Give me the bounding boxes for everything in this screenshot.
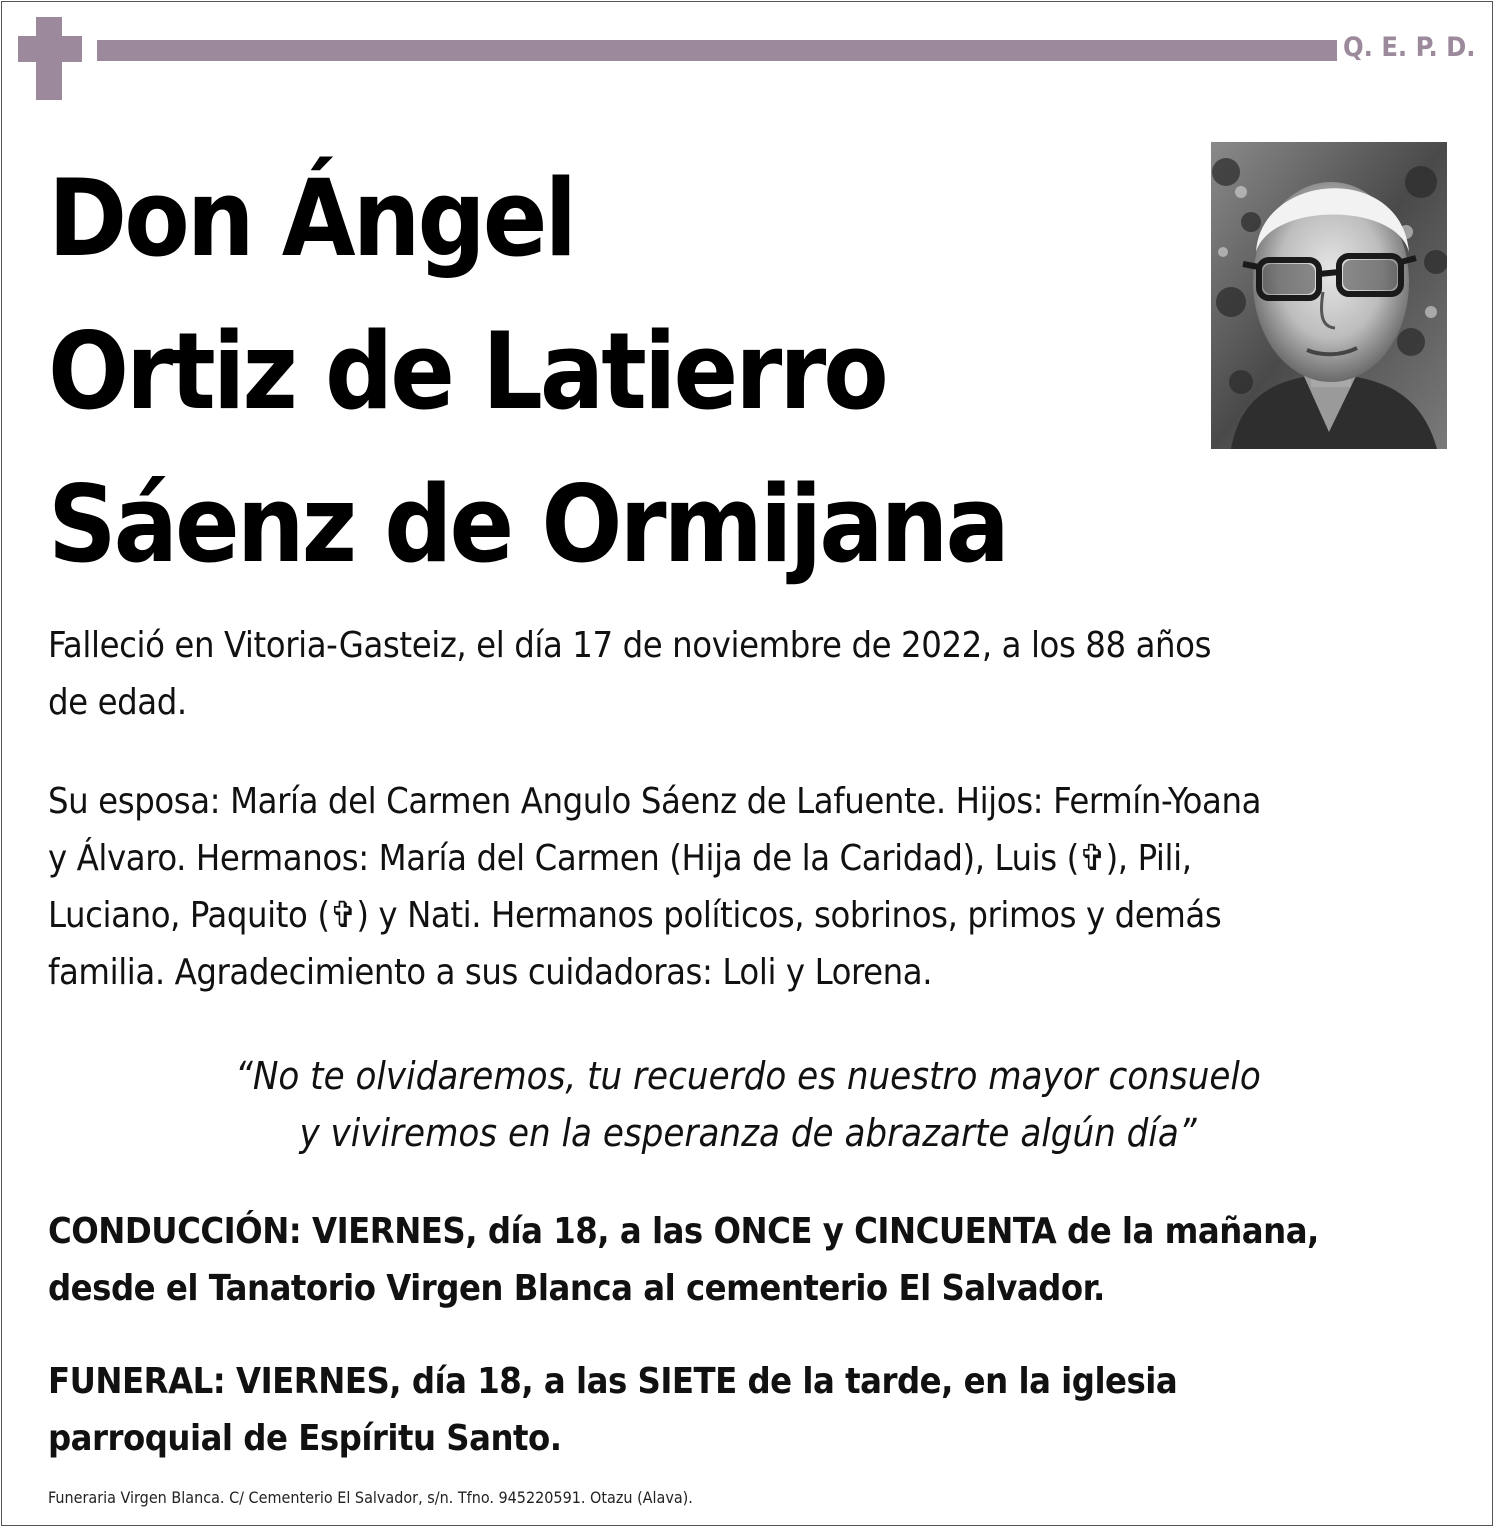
family-notice [48,773,1458,1001]
conduccion-line-1: CONDUCCIÓN: VIERNES, día 18, a las ONCE y CINCUENTA de la mañana, [48,1211,1319,1252]
conduccion-notice [48,1203,1468,1317]
funeral-home-footer: Funeraria Virgen Blanca. C/ Cementerio El Salvador, s/n. Tfno. 945220591. Otazu (Alava). [48,1488,693,1507]
funeral-notice [48,1353,1468,1467]
quote-line-1: “No te olvidaremos, tu recuerdo es nuestro mayor consuelo [235,1054,1261,1098]
funeral-line-1: FUNERAL: VIERNES, día 18, a las SIETE de la tarde, en la iglesia [48,1361,1178,1402]
family-line-4: familia. Agradecimiento a sus cuidadoras: Loli y Lorena. [48,952,933,993]
family-line-3: Luciano, Paquito (✞) y Nati. Hermanos políticos, sobrinos, primos y demás [48,895,1222,936]
header-rule [97,40,1337,61]
name-line-2: Ortiz de Latierro [48,310,886,433]
death-notice [48,617,1388,731]
death-notice-line-2: de edad. [48,682,187,723]
deceased-name [48,142,1007,601]
name-line-3: Sáenz de Ormijana [48,463,1007,586]
qepd-label: Q. E. P. D. [1343,32,1476,63]
portrait-photo [1211,142,1447,449]
cross-icon-horizontal [18,36,82,62]
memorial-quote [48,1048,1448,1162]
name-line-1: Don Ángel [48,157,575,280]
funeral-line-2: parroquial de Espíritu Santo. [48,1418,562,1459]
death-notice-line-1: Falleció en Vitoria-Gasteiz, el día 17 de noviembre de 2022, a los 88 años [48,625,1212,666]
conduccion-line-2: desde el Tanatorio Virgen Blanca al cementerio El Salvador. [48,1268,1105,1309]
family-line-1: Su esposa: María del Carmen Angulo Sáenz de Lafuente. Hijos: Fermín-Yoana [48,781,1262,822]
family-line-2: y Álvaro. Hermanos: María del Carmen (Hija de la Caridad), Luis (✞), Pili, [48,838,1192,879]
quote-line-2: y viviremos en la esperanza de abrazarte algún día” [299,1111,1197,1155]
